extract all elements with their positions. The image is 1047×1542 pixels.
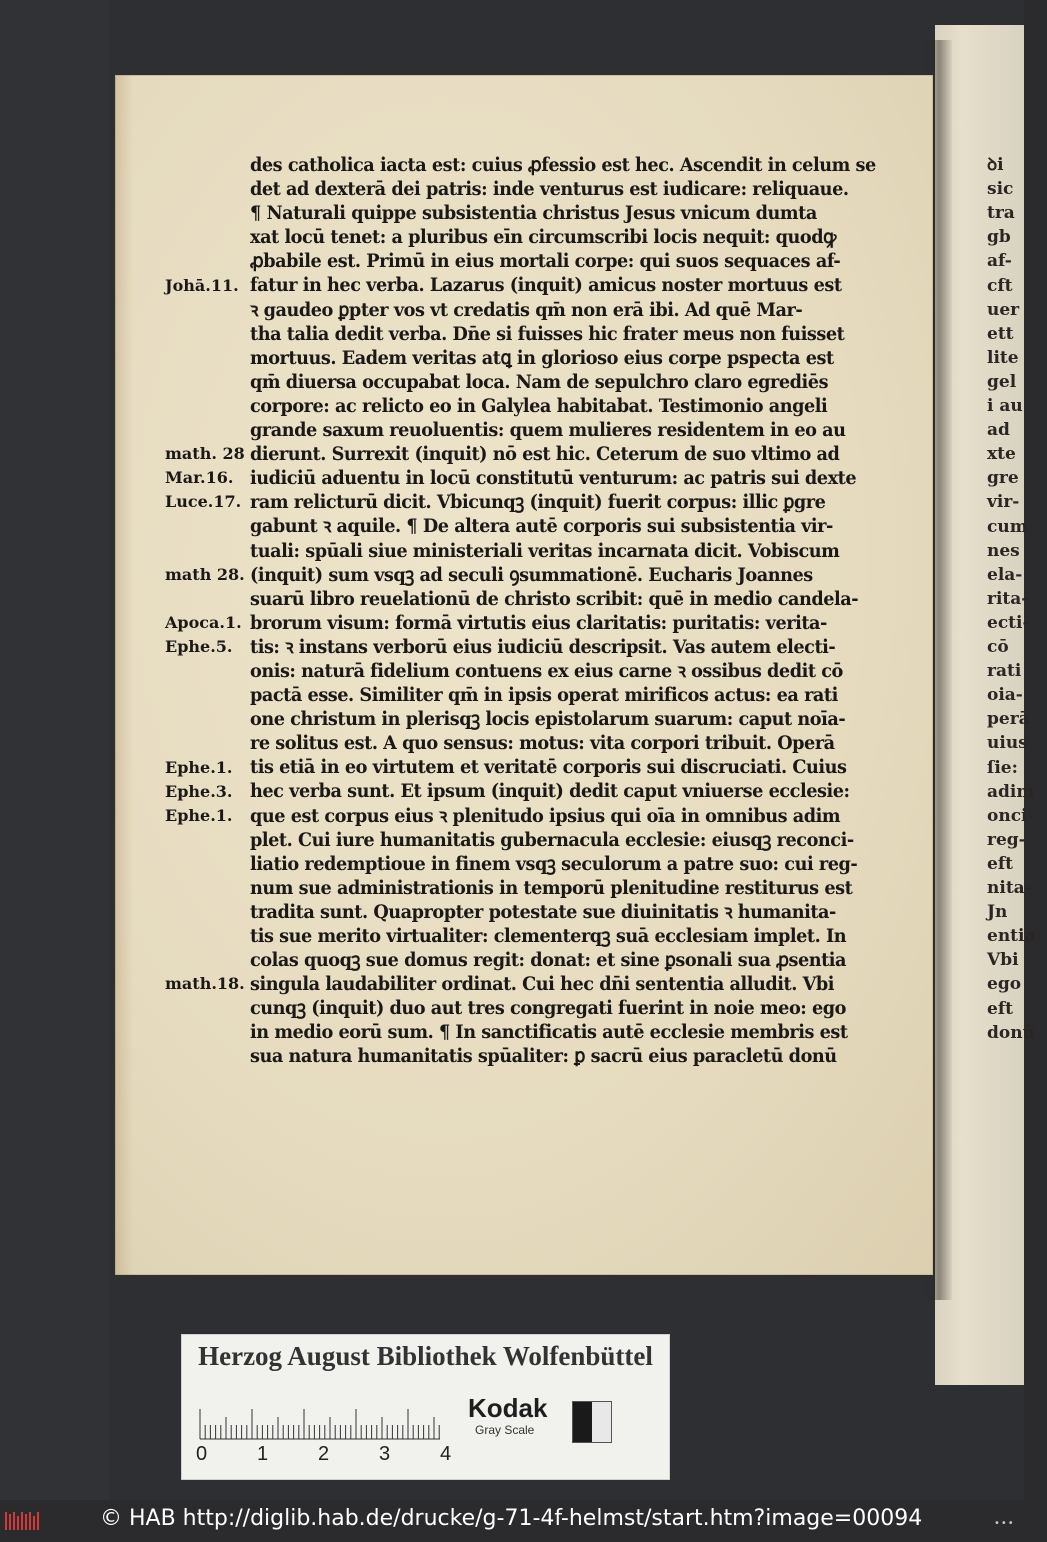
text-line: tis etiā in eo virtutem et veritatē corporis sui discruciati. Cuius bbox=[250, 756, 847, 779]
adjacent-text-fragment: ego bbox=[987, 974, 1022, 995]
text-line: (inquit) sum vsqꝫ ad seculi ꝯsummationē. Eucharis Joannes bbox=[250, 563, 813, 586]
text-line: re solitus est. A quo sensus: motus: vita corpori tribuit. Operā bbox=[250, 732, 835, 755]
text-line: in medio eorū sum. ¶ In sanctificatis autē ecclesie membris est bbox=[250, 1021, 848, 1044]
adjacent-text-fragment: oia- bbox=[987, 685, 1023, 706]
text-line: liatio redemptioue in finem vsqꝫ seculorum a patre suo: cui reg- bbox=[250, 852, 858, 875]
adjacent-text-fragment: ela- bbox=[987, 564, 1023, 585]
text-line: pactā esse. Similiter qm̄ in ipsis operat mirificos actus: ea rati bbox=[250, 684, 838, 707]
adjacent-text-fragment: nita- bbox=[987, 878, 1032, 898]
text-line: ꝛ gaudeo ꝑpter vos vt credatis qm̄ non erā ibi. Ad quē Mar- bbox=[250, 298, 803, 321]
text-line: xat locū tenet: a pluribus eīn circumscribi locis nequit: quodꝙ bbox=[250, 226, 836, 249]
text-line: num sue administrationis in temporū plenitudine restiturus est bbox=[250, 876, 853, 899]
text-line: grande saxum reuoluentis: quem mulieres residentem in eo au bbox=[250, 419, 846, 442]
adjacent-text-fragment: af- bbox=[987, 251, 1012, 272]
adjacent-text-fragment: ꝺi bbox=[987, 155, 1004, 175]
text-line: gabunt ꝛ aquile. ¶ De altera autē corporis sui subsistentia vir- bbox=[250, 515, 833, 538]
page-text bbox=[250, 153, 910, 1069]
text-line: dierunt. Surrexit (inquit) nō est hic. Ceterum de suo vltimo ad bbox=[250, 443, 840, 466]
margin-note: math. 28 bbox=[165, 444, 245, 464]
text-line: plet. Cui iure humanitatis gubernacula ecclesie: eiusqꝫ reconci- bbox=[250, 828, 854, 851]
library-name: Herzog August Bibliothek Wolfenbüttel bbox=[198, 1341, 653, 1371]
adjacent-text-fragment: uius bbox=[987, 733, 1028, 754]
adjacent-text-fragment: Vbi bbox=[987, 950, 1019, 971]
text-line: tradita sunt. Quapropter potestate sue diuinitatis ꝛ humanita- bbox=[250, 900, 836, 923]
margin-note: math.18. bbox=[165, 974, 245, 994]
margin-note: Johā.11. bbox=[165, 275, 239, 295]
hab-logo-icon[interactable] bbox=[4, 1510, 42, 1532]
margin-note: Ephe.3. bbox=[165, 781, 233, 801]
text-line: qm̄ diuersa occupabat loca. Nam de sepulchro claro egrediēs bbox=[250, 370, 829, 393]
adjacent-text-fragment: ecti- bbox=[987, 612, 1030, 633]
text-line: des catholica iacta est: cuius ꝓfessio est hec. Ascendit in celum se bbox=[250, 154, 876, 176]
text-line: singula laudabiliter ordinat. Cui hec dn̄i sententia alludit. Vbi bbox=[250, 973, 834, 996]
ruler-label: 0 bbox=[196, 1443, 208, 1465]
scanner-background-left bbox=[0, 0, 110, 1500]
ruler-label: 4 bbox=[440, 1443, 452, 1465]
adjacent-text-fragment: eft bbox=[987, 853, 1013, 874]
adjacent-text-fragment: eft bbox=[987, 998, 1013, 1019]
text-line: iudiciū aduentu in locū constitutū venturum: ac patris sui dexte bbox=[250, 467, 857, 490]
margin-note: math 28. bbox=[165, 564, 245, 584]
text-line: colas quoqꝫ sue domus regit: donat: et sine ꝑsonali sua ꝓsentia bbox=[250, 949, 847, 972]
text-line: cunqꝫ (inquit) duo aut tres congregati fuerint in noie meo: ego bbox=[250, 997, 847, 1020]
adjacent-text-fragment: adim bbox=[987, 781, 1035, 802]
text-line: ram relicturū dicit. Vbicunqꝫ (inquit) fuerit corpus: illic ꝑgre bbox=[250, 491, 826, 514]
margin-note: Ephe.5. bbox=[165, 637, 233, 656]
text-line: one christum in plerisqꝫ locis epistolarum suarum: caput noīa- bbox=[250, 708, 846, 731]
ruler-labels bbox=[196, 1443, 456, 1467]
text-line: brorum visum: formā virtutis eius claritatis: puritatis: verita- bbox=[250, 611, 827, 634]
margin-note: Ephe.1. bbox=[165, 805, 233, 825]
adjacent-text-fragment: lite bbox=[987, 347, 1019, 368]
color-scale-card bbox=[181, 1334, 670, 1480]
adjacent-text-fragment: reg- bbox=[987, 829, 1026, 850]
adjacent-text-fragment: ett bbox=[987, 323, 1014, 344]
text-line: suarū libro reuelationū de christo scribit: quē in medio candela- bbox=[250, 587, 859, 610]
kodak-logo: Kodak bbox=[468, 1393, 548, 1423]
text-line: que est corpus eius ꝛ plenitudo ipsius qui oīa in omnibus adim bbox=[250, 804, 841, 827]
book-page bbox=[115, 75, 933, 1275]
adjacent-text-fragment: uer bbox=[987, 299, 1020, 320]
adjacent-text-fragment: tra bbox=[987, 203, 1015, 224]
text-line: det ad dexterā dei patris: inde venturus est iudicare: reliquaue. bbox=[250, 178, 849, 201]
adjacent-text-fragment: nes bbox=[987, 540, 1020, 561]
adjacent-text-fragment: i au bbox=[987, 396, 1023, 416]
adjacent-text-fragment: cō bbox=[987, 637, 1009, 657]
text-line: tuali: spūali siue ministeriali veritas incarnata dicit. Vobiscum bbox=[250, 539, 840, 562]
margin-note: Luce.17. bbox=[165, 492, 242, 512]
ruler-scale bbox=[196, 1403, 446, 1443]
gray-scale-label: Gray Scale bbox=[475, 1423, 535, 1437]
adjacent-text-fragment: vir- bbox=[987, 492, 1020, 513]
adjacent-text-fragment: cft bbox=[987, 275, 1013, 296]
adjacent-text-fragment: rati bbox=[987, 661, 1022, 682]
adjacent-text-fragment: donū bbox=[987, 1022, 1035, 1043]
text-line: sua natura humanitatis spūaliter: ꝑ sacrū eius paracletū donū bbox=[250, 1045, 837, 1068]
ruler-label: 2 bbox=[318, 1443, 330, 1465]
text-line: corpore: ac relicto eo in Galylea habitabat. Testimonio angeli bbox=[250, 394, 828, 417]
adjacent-text-fragment: cum bbox=[987, 516, 1028, 537]
text-line: ¶ Naturali quippe subsistentia christus Jesus vnicum dumta bbox=[250, 202, 817, 225]
adjacent-text-fragment: rita- bbox=[987, 588, 1029, 609]
ruler-label: 3 bbox=[379, 1443, 391, 1465]
adjacent-text-fragment: sic bbox=[987, 179, 1014, 200]
adjacent-text-fragment: ſie: bbox=[987, 757, 1018, 778]
adjacent-text-fragment: entia bbox=[987, 926, 1036, 947]
text-line: fatur in hec verba. Lazarus (inquit) amicus noster mortuus est bbox=[250, 274, 842, 297]
adjacent-text-fragment: Jn bbox=[987, 902, 1008, 923]
adjacent-text-fragment: onci- bbox=[987, 805, 1035, 826]
margin-note: Mar.16. bbox=[165, 468, 234, 488]
adjacent-text-fragment: perā bbox=[987, 709, 1030, 730]
adjacent-text-fragment: xte bbox=[987, 444, 1016, 465]
adjacent-text-fragment: ad bbox=[987, 420, 1010, 441]
text-line: tis: ꝛ instans verborū eius iudiciū descripsit. Vas autem electi- bbox=[250, 635, 836, 658]
text-line: onis: naturā fidelium contuens ex eius carne ꝛ ossibus dedit cō bbox=[250, 659, 843, 682]
margin-note: Ephe.1. bbox=[165, 757, 233, 777]
ruler-label: 1 bbox=[257, 1443, 269, 1465]
text-line: mortuus. Eadem veritas atꝗ in glorioso eius corpe pspecta est bbox=[250, 346, 834, 369]
text-line: ꝓbabile est. Primū in eius mortali corpe: qui suos sequaces af- bbox=[250, 250, 841, 273]
margin-note: Apoca.1. bbox=[165, 612, 242, 632]
viewer-footer bbox=[0, 1500, 1024, 1542]
adjacent-text-fragment: gel bbox=[987, 371, 1017, 392]
adjacent-text-fragment: gb bbox=[987, 227, 1011, 248]
text-line: tis sue merito virtualiter: clementerqꝫ suā ecclesiam implet. In bbox=[250, 925, 847, 947]
gray-patches bbox=[572, 1401, 612, 1443]
adjacent-text-fragment: gre bbox=[987, 468, 1019, 489]
text-line: hec verba sunt. Et ipsum (inquit) dedit caput vniuerse ecclesie: bbox=[250, 780, 850, 803]
more-icon[interactable]: ••• bbox=[994, 1518, 1015, 1529]
text-line: tha talia dedit verba. Dn̄e si fuisses hic frater meus non fuisset bbox=[250, 322, 845, 345]
source-credit-link[interactable]: © HAB http://diglib.hab.de/drucke/g-71-4f-helmst/start.htm?image=00094 bbox=[100, 1506, 923, 1531]
